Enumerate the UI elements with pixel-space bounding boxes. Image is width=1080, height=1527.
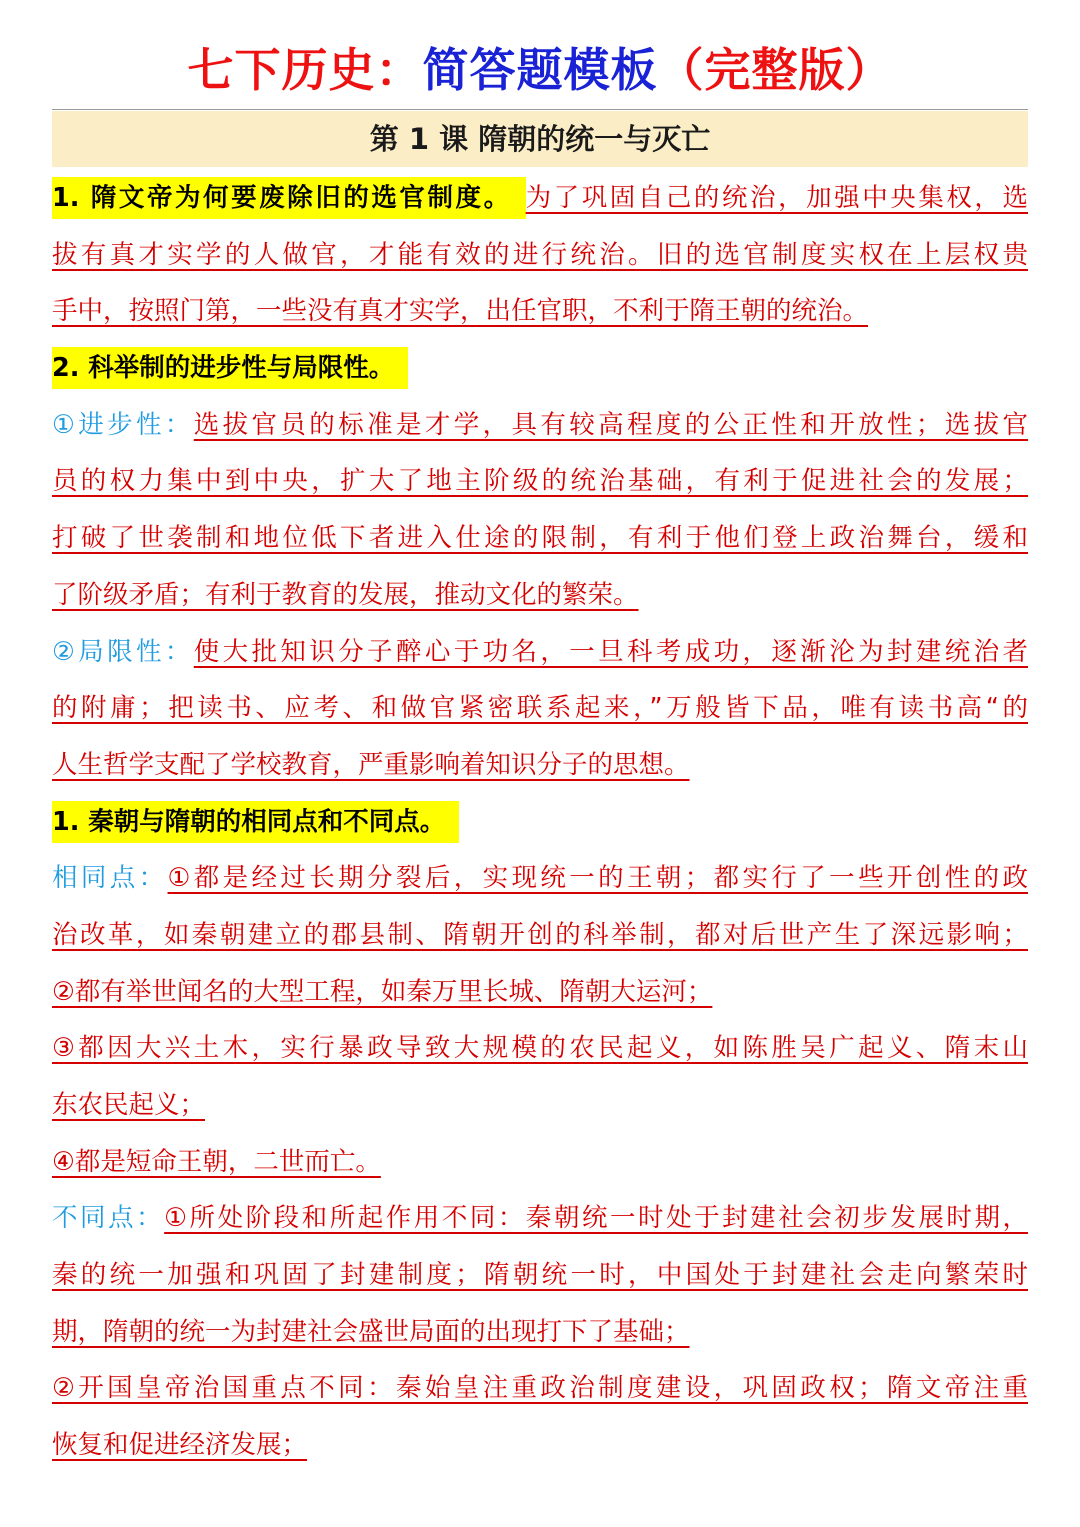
q1-line-2 bbox=[52, 227, 1028, 284]
q3-same-line-6 bbox=[52, 1134, 1028, 1191]
q3-diff-line-1 bbox=[52, 1190, 1028, 1247]
title-prefix: 七下历史： bbox=[187, 43, 423, 97]
progress-label: ①进步性： bbox=[52, 409, 194, 440]
q1-answer-line: 拔有真才实学的人做官，才能有效的进行统治。旧的选官制度实权在上层权贵 bbox=[52, 239, 1028, 270]
title-main: 简答题模板 bbox=[422, 43, 658, 97]
q3-same-line-5 bbox=[52, 1077, 1028, 1134]
q3-question: 1. 秦朝与隋朝的相同点和不同点。 bbox=[52, 801, 459, 843]
q3-same-line-3 bbox=[52, 964, 1028, 1021]
same-text: ①都是经过长期分裂后，实现统一的王朝；都实行了一些开创性的政 bbox=[167, 863, 1028, 894]
q3-same-line-4 bbox=[52, 1020, 1028, 1077]
diff-text: 恢复和促进经济发展； bbox=[52, 1430, 308, 1461]
progress-text: 了阶级矛盾；有利于教育的发展，推动文化的繁荣。 bbox=[52, 579, 639, 610]
q2-limit-line-3 bbox=[52, 737, 1028, 794]
q2-limit-line-1 bbox=[52, 624, 1028, 681]
q2-progress-line-1 bbox=[52, 397, 1028, 454]
q3-diff-line-4 bbox=[52, 1360, 1028, 1417]
limit-text: 的附庸；把读书、应考、和做官紧密联系起来，”万般皆下品，唯有读书高“的 bbox=[52, 693, 1028, 724]
q1-line-1 bbox=[52, 170, 1028, 227]
q2-progress-line-2 bbox=[52, 453, 1028, 510]
limit-text: 使大批知识分子醉心于功名，一旦科考成功，逐渐沦为封建统治者 bbox=[193, 636, 1028, 667]
q2-limit-line-2 bbox=[52, 680, 1028, 737]
page-title bbox=[0, 40, 1080, 100]
lesson-header: 第 1 课 隋朝的统一与灭亡 bbox=[52, 111, 1028, 167]
q3-same-line-1 bbox=[52, 850, 1028, 907]
progress-text: 员的权力集中到中央，扩大了地主阶级的统治基础，有利于促进社会的发展； bbox=[52, 466, 1028, 497]
diff-label: 不同点： bbox=[52, 1203, 165, 1234]
same-text: 治改革，如秦朝建立的郡县制、隋朝开创的科举制，都对后世产生了深远影响； bbox=[52, 919, 1028, 950]
q3-diff-line-3 bbox=[52, 1304, 1028, 1361]
q2-progress-line-3 bbox=[52, 510, 1028, 567]
diff-text: ②开国皇帝治国重点不同：秦始皇注重政治制度建设，巩固政权；隋文帝注重 bbox=[52, 1373, 1028, 1404]
title-suffix: （完整版） bbox=[657, 43, 893, 97]
q3-diff-line-5 bbox=[52, 1417, 1028, 1474]
q3-line-1 bbox=[52, 794, 1028, 851]
same-text: ④都是短命王朝，二世而亡。 bbox=[52, 1146, 381, 1177]
q1-answer-line: 为了巩固自己的统治，加强中央集权，选 bbox=[525, 183, 1028, 213]
q1-question: 1. 隋文帝为何要废除旧的选官制度。 bbox=[52, 177, 526, 219]
diff-text: 期，隋朝的统一为封建社会盛世局面的出现打下了基础； bbox=[52, 1316, 690, 1347]
content-body bbox=[52, 170, 1028, 1474]
title-divider bbox=[52, 109, 1028, 110]
same-text: ②都有举世闻名的大型工程，如秦万里长城、隋朝大运河； bbox=[52, 976, 713, 1007]
progress-text: 打破了世袭制和地位低下者进入仕途的限制，有利于他们登上政治舞台，缓和 bbox=[52, 523, 1028, 554]
limit-label: ②局限性： bbox=[52, 636, 194, 667]
diff-text: 秦的统一加强和巩固了封建制度；隋朝统一时，中国处于封建社会走向繁荣时 bbox=[52, 1260, 1028, 1291]
q1-line-3 bbox=[52, 283, 1028, 340]
same-text: 东农民起义； bbox=[52, 1090, 206, 1120]
q2-line-1 bbox=[52, 340, 1028, 397]
q3-same-line-2 bbox=[52, 907, 1028, 964]
progress-text: 选拔官员的标准是才学，具有较高程度的公正性和开放性；选拔官 bbox=[193, 409, 1028, 440]
q3-diff-line-2 bbox=[52, 1247, 1028, 1304]
limit-text: 人生哲学支配了学校教育，严重影响着知识分子的思想。 bbox=[52, 749, 690, 780]
q2-question: 2. 科举制的进步性与局限性。 bbox=[52, 347, 408, 389]
diff-text: ①所处阶段和所起作用不同：秦朝统一时处于封建社会初步发展时期， bbox=[164, 1203, 1028, 1234]
q2-progress-line-4 bbox=[52, 567, 1028, 624]
q1-answer-line: 手中，按照门第，一些没有真才实学，出任官职，不利于隋王朝的统治。 bbox=[52, 296, 869, 327]
same-text: ③都因大兴土木，实行暴政导致大规模的农民起义，如陈胜吴广起义、隋末山 bbox=[52, 1033, 1028, 1064]
same-label: 相同点： bbox=[52, 863, 168, 894]
